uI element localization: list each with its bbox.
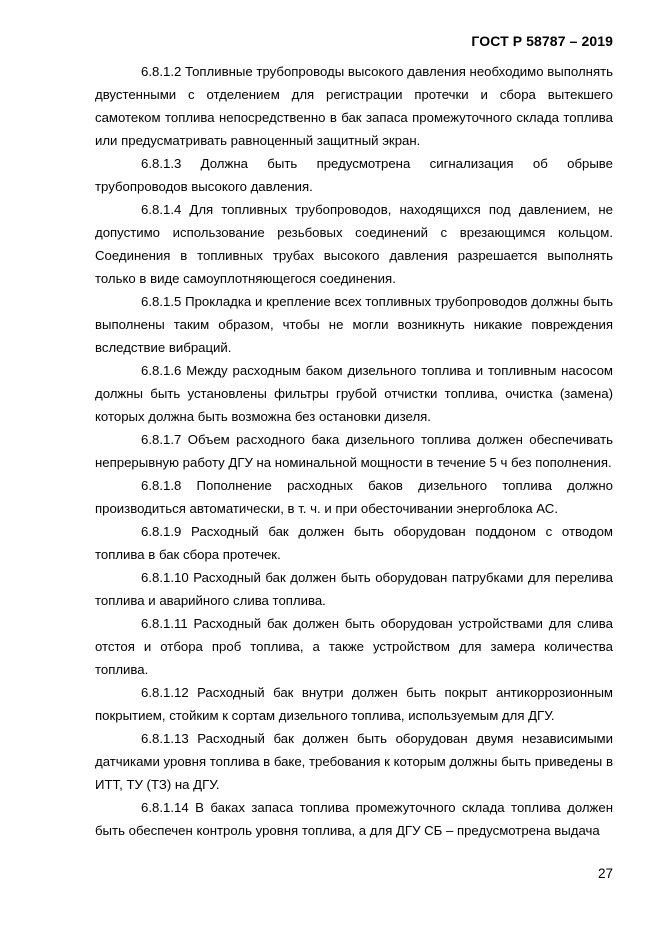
paragraph-6-8-1-7: 6.8.1.7 Объем расходного бака дизельного топлива должен обеспечивать непрерывную работу ДГУ на номинальной мощности в течение 5 ч без пополнения. [95,432,613,470]
paragraph-6-8-1-5: 6.8.1.5 Прокладка и крепление всех топливных трубопроводов должны быть выполнены таким образом, чтобы не могли возникнуть никакие повреждения вследствие вибраций. [95,294,613,355]
paragraph-6-8-1-9: 6.8.1.9 Расходный бак должен быть оборудован поддоном с отводом топлива в бак сбора протечек. [95,524,613,562]
paragraph-6-8-1-13: 6.8.1.13 Расходный бак должен быть оборудован двумя независимыми датчиками уровня топлива в баке, требования к которым должны быть приведены в ИТТ, ТУ (ТЗ) на ДГУ. [95,731,613,792]
paragraph-6-8-1-2: 6.8.1.2 Топливные трубопроводы высокого давления необходимо выполнять двустенными с отделением для регистрации протечки и сбора вытекшего самотеком топлива непосредственно в бак запаса промежуточного склада топлива или предусматривать равноценный защитный экран. [95,64,613,148]
paragraph-6-8-1-10: 6.8.1.10 Расходный бак должен быть оборудован патрубками для перелива топлива и аварийного слива топлива. [95,570,613,608]
document-body [95,60,613,842]
paragraph-6-8-1-14: 6.8.1.14 В баках запаса топлива промежуточного склада топлива должен быть обеспечен контроль уровня топлива, а для ДГУ СБ – предусмотрена выдача [95,800,613,838]
document-header: ГОСТ Р 58787 – 2019 [471,33,613,49]
paragraph-6-8-1-11: 6.8.1.11 Расходный бак должен быть оборудован устройствами для слива отстоя и отбора проб топлива, а также устройством для замера количества топлива. [95,616,613,677]
page-number: 27 [597,866,613,881]
paragraph-6-8-1-8: 6.8.1.8 Пополнение расходных баков дизельного топлива должно производиться автоматически, в т. ч. и при обесточивании энергоблока АС. [95,478,613,516]
paragraph-6-8-1-3: 6.8.1.3 Должна быть предусмотрена сигнализация об обрыве трубопроводов высокого давления. [95,156,613,194]
paragraph-6-8-1-12: 6.8.1.12 Расходный бак внутри должен быть покрыт антикоррозионным покрытием, стойким к сортам дизельного топлива, используемым для ДГУ. [95,685,613,723]
paragraph-6-8-1-4: 6.8.1.4 Для топливных трубопроводов, находящихся под давлением, не допустимо использование резьбовых соединений с врезающимся кольцом. Соединения в топливных трубах высокого давления разрешается выполнять только в виде самоуплотняющегося соединения. [95,202,613,286]
paragraph-6-8-1-6: 6.8.1.6 Между расходным баком дизельного топлива и топливным насосом должны быть установлены фильтры грубой отчистки топлива, очистка (замена) которых должна быть возможна без остановки дизеля. [95,363,613,424]
